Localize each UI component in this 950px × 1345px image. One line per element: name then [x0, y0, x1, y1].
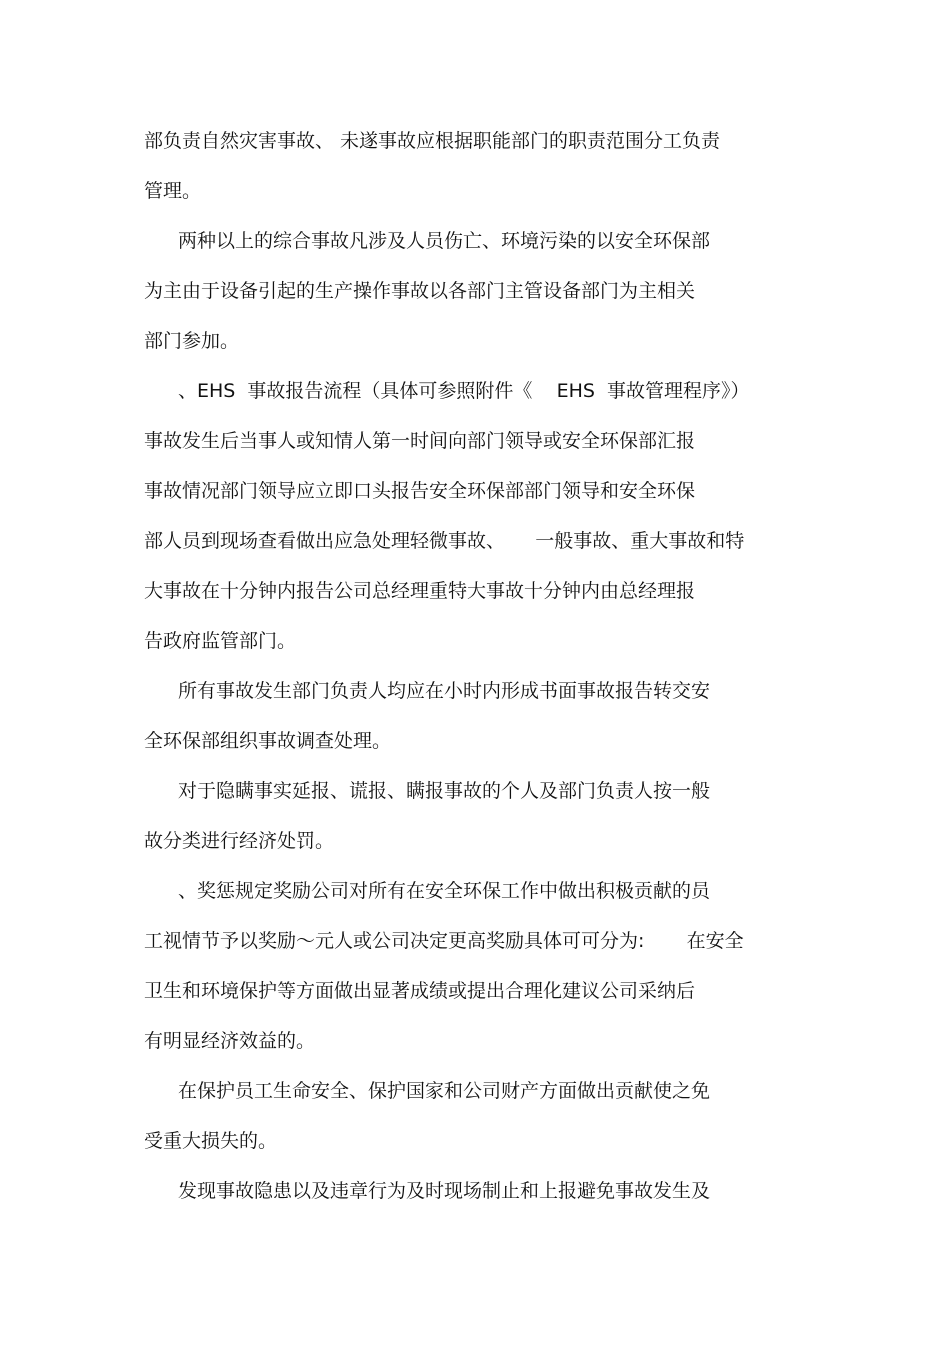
text-line: 、奖惩规定奖励公司对所有在安全环保工作中做出积极贡献的员: [178, 880, 711, 902]
text-line: 受重大损失的。: [144, 1130, 278, 1152]
text-line: 事故发生后当事人或知情人第一时间向部门领导或安全环保部汇报: [144, 430, 696, 452]
text-line: 事故情况部门领导应立即口头报告安全环保部部门领导和安全环保: [144, 480, 696, 502]
text-line: 部门参加。: [144, 330, 240, 352]
text-line: 全环保部组织事故调查处理。: [144, 730, 392, 752]
text-line: 有明显经济效益的。: [144, 1030, 316, 1052]
text-line: 部人员到现场查看做出应急处理轻微事故、 一般事故、重大事故和特: [144, 530, 745, 552]
text-line: 卫生和环境保护等方面做出显著成绩或提出合理化建议公司采纳后: [144, 980, 696, 1002]
text-line: 发现事故隐患以及违章行为及时现场制止和上报避免事故发生及: [178, 1180, 711, 1202]
text-line: 两种以上的综合事故凡涉及人员伤亡、环境污染的以安全环保部: [178, 230, 711, 252]
text-line: 对于隐瞒事实延报、谎报、瞒报事故的个人及部门负责人按一般: [178, 780, 711, 802]
text-line: 故分类进行经济处罚。: [144, 830, 335, 852]
text-line: 告政府监管部门。: [144, 630, 297, 652]
text-line: 管理。: [144, 180, 202, 202]
text-line: 为主由于设备引起的生产操作事故以各部门主管设备部门为主相关: [144, 280, 696, 302]
text-line: 在保护员工生命安全、保护国家和公司财产方面做出贡献使之免: [178, 1080, 711, 1102]
text-line: 工视情节予以奖励～元人或公司决定更高奖励具体可可分为: 在安全: [144, 930, 744, 952]
text-line: 、EHS 事故报告流程（具体可参照附件《 EHS 事故管理程序》）: [178, 380, 750, 402]
text-line: 部负责自然灾害事故、 未遂事故应根据职能部门的职责范围分工负责: [144, 130, 721, 152]
text-line: 所有事故发生部门负责人均应在小时内形成书面事故报告转交安: [178, 680, 711, 702]
text-line: 大事故在十分钟内报告公司总经理重特大事故十分钟内由总经理报: [144, 580, 696, 602]
